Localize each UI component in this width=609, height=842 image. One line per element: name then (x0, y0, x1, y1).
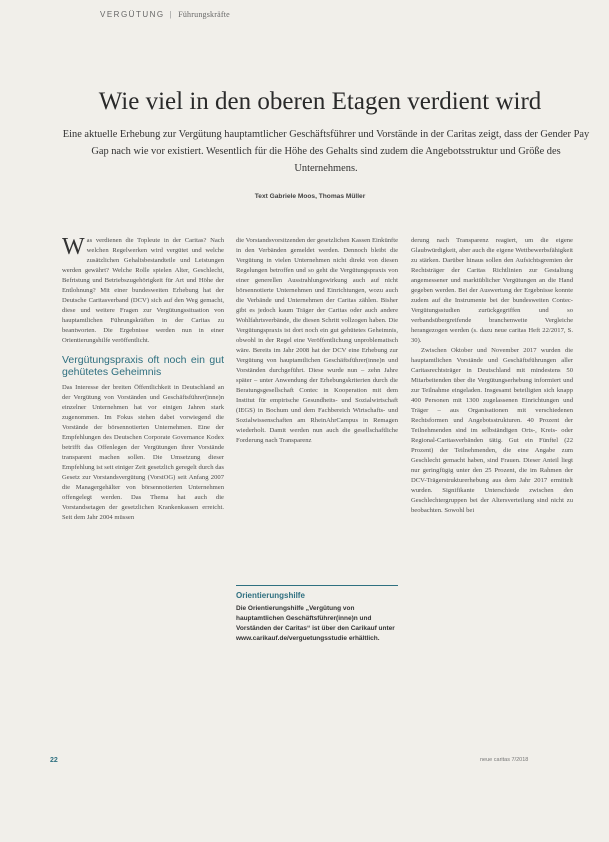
article-lead: Eine aktuelle Erhebung zur Vergütung hauptamtlicher Geschäftsführer und Vorstände in der Caritas zeigt, dass der Gender Pay Gap nach wie vor existiert. Wesentlich für die Höhe des Gehalts sind zudem die Angebotsstruktur und Größe des Unternehmens. (62, 129, 590, 174)
page-number: 22 (50, 757, 58, 764)
section-label: VERGÜTUNG (100, 10, 165, 19)
drop-cap: W (62, 234, 85, 260)
info-box-heading: Orientierungshilfe (236, 591, 305, 600)
info-box (236, 585, 398, 644)
body-paragraph: derung nach Transparenz reagiert, um die eigene Glaubwürdigkeit, aber auch die eigene Wettbewerbsfähigkeit zu stärken. Darüber hinaus sollen den Aufsichtsgremien der Rechtsträger der Caritas Richtlinien zur Gestaltung angemessener und marktüblicher Vergütungen an die Hand gegeben werden. Bei der Auswertung der Ergebnisse konnte zudem auf die Instrumente bei der bundesweiten Contec-Vergütungsstudien zurückgegriffen und so verbandsübergreifende branchenweite Vergleiche herangezogen werden (s. dazu neue caritas Heft 22/2017, S. 30). (411, 237, 573, 344)
info-box-body: Die Orientierungshilfe „Vergütung von hauptamtlichen Geschäftsführer(inne)n und Vorständen der Caritas“ ist über den Carikauf unter www.carikauf.de/verguetungsstudie erhältlich. (236, 605, 395, 642)
header-separator: | (169, 10, 174, 19)
text-column-2 (236, 236, 398, 446)
text-column-1 (62, 236, 224, 523)
intro-paragraph: as verdienen die Topleute in der Caritas? Nach welchen Regelwerken wird vergütet und welche zusätzlichen Gehaltsbestandteile und Leistungen werden gewährt? Welche Rolle spielen Alter, Geschlecht, Befristung und Betriebszugehörigkeit für Art und Höhe der Entlohnung? Mit einer bundesweiten Erhebung hat der Deutsche Caritasverband (DCV) sich auf den Weg gemacht, diese und weitere Fragen zur Vergütungssituation von hauptamtlichen Führungskräften in der Caritas zu beantworten. Die Ergebnisse werden nun in einer Orientierungshilfe veröffentlicht. (62, 237, 224, 344)
article-title: Wie viel in den oberen Etagen verdient wird (98, 88, 542, 115)
journal-footer: neue caritas 7/2018 (480, 757, 529, 763)
running-header (100, 10, 230, 19)
body-paragraph: Das Interesse der breiten Öffentlichkeit in Deutschland an der Vergütung von Vorständen und Geschäftsführer(inne)n einzelner Unternehmen hat vor einigen Jahren stark zugenommen. Im Fokus stehen dabei vorwiegend die Vorstände der börsennotierten Unternehmen. Eine der Empfehlungen des Deutschen Corporate Governance Kodex betrifft das Offenlegen der Vergütungen ihrer Vorstände transparent machen sollen. Die Umsetzung dieser Empfehlung ist seit einiger Zeit gesetzlich geregelt durch das Gesetz zur Vorstandsvergütung (VorstOG) seit Anfang 2007 die Managergehälter von börsennotierten Unternehmen offengelegt werden. Das Thema hat auch die Vorstandsetagen der gesetzlichen Krankenkassen erreicht. Seit dem Jahr 2004 müssen (62, 384, 224, 521)
section-subheading: Vergütungspraxis oft noch ein gut gehütetes Geheimnis (62, 354, 224, 378)
text-column-3 (411, 236, 573, 516)
body-paragraph: die Vorstandsvorsitzenden der gesetzlichen Kassen Einkünfte in den Verbänden gemeldet werden. Dennoch bleibt die Vergütung in vielen Unternehmen nicht direkt von diesen Regelungen betroffen und so geht die Vergütungspraxis von einer generellen Ausstrahlungswirkung auch auf nicht börsennotierte Unternehmen und Einrichtungen, wozu auch die Verbände und Unternehmen der Caritas zählen. Bisher gibt es jedoch kaum Träger der Caritas oder auch andere Wohlfahrtsverbände, die diesen Schritt vollzogen haben. Die Vergütungspraxis ist dort noch ein gut gehütetes Geheimnis, obwohl in der Regel eine Veröffentlichung unproblematisch wäre. Bereits im Jahr 2008 hat der DCV eine Erhebung zur Vergütung von hauptamtlichen Geschäftsführer(inne)n und Vorständen durchgeführt. Diese wurde nun – zehn Jahre später – unter Anwendung der Erhebungskriterien durch die Beratungsgesellschaft Contec in Kooperation mit dem Institut für empirische Gesundheits- und Sozialwirtschaft (IEGS) in Bochum und dem Fachbereich Wirtschafts- und Sozialwissenschaften am RheinAhrCampus in Remagen wiederholt. Damit werden nun auch die gesellschaftliche Forderung nach Transparenz (236, 237, 398, 444)
body-paragraph: Zwischen Oktober und November 2017 wurden die hauptamtlichen Vorstände und Geschäftsführungen aller Caritasrechtsträger in Deutschland mit mindestens 50 Mitarbeitenden über die Vergütungserhebung informiert und zur Teilnahme eingeladen. Insgesamt beteiligten sich knapp 400 Personen mit 1300 zugelassenen Einrichtungen und Träger – aus Organisationen mit verschiedenen Rechtsformen und Angebotsstrukturen. 40 Prozent der Teilnehmenden sind im selbständigen Orts-, Kreis- oder Regional-Caritasverbänden tätig. Gut ein Fünftel (22 Prozent) der Teilnehmenden, die eine Angabe zum Geschlecht gemacht haben, sind Frauen. Dieser Anteil liegt nur geringfügig unter den 25 Prozent, die im Rahmen der DCV-Trägerstrukturerhebung aus dem Jahr 2017 ermittelt wurden. Signifikante Unterschiede zwischen den Geschlechtergruppen bei der Altersverteilung sind nicht zu beobachten. Sowohl bei (411, 347, 573, 514)
subsection-label: Führungskräfte (178, 10, 230, 19)
article-byline: Text Gabriele Moos, Thomas Müller (254, 193, 366, 200)
